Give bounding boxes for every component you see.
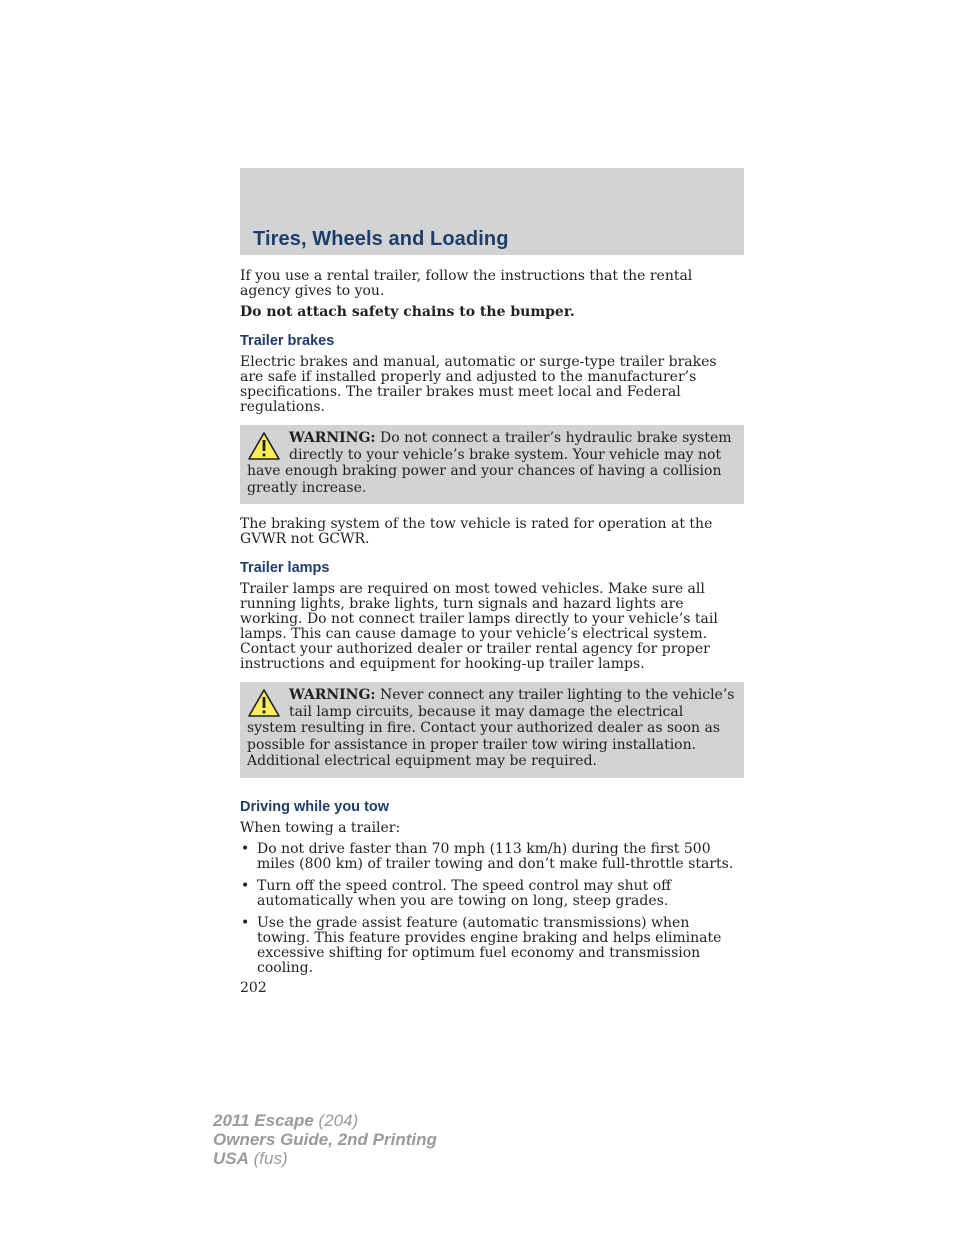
warning-triangle-icon	[247, 688, 281, 718]
list-item: • Do not drive faster than 70 mph (113 km/h) during the first 500 miles (800 km) of trailer towing and don’t make full-throttle starts.	[240, 842, 744, 872]
warning-label: WARNING:	[289, 430, 376, 446]
heading-driving-while-you-tow: Driving while you tow	[240, 798, 390, 815]
warning-text: Do not connect a trailer’s hydraulic brake system directly to your vehicle’s brake system. Your vehicle may not have enough braking power and your chances of having a collision greatly increase.	[247, 430, 732, 496]
towing-tips-list	[240, 842, 744, 976]
braking-rating-paragraph: The braking system of the tow vehicle is rated for operation at the GVWR not GCWR.	[240, 516, 713, 547]
warning-label: WARNING:	[289, 687, 376, 703]
intro-paragraph: If you use a rental trailer, follow the instructions that the rental agency gives to you.	[240, 268, 693, 299]
warning-triangle-icon	[247, 431, 281, 461]
trailer-lamps-paragraph: Trailer lamps are required on most towed vehicles. Make sure all running lights, brake lights, turn signals and hazard lights are working. Do not connect trailer lamps directly to your vehicle’s tail lamps. This can cause damage to your vehicle’s electrical system. Contact your authorized dealer or trailer rental agency for proper instructions and equipment for hooking-up trailer lamps.	[240, 581, 718, 672]
driving-intro: When towing a trailer:	[240, 819, 401, 836]
warning-text: Never connect any trailer lighting to the vehicle’s tail lamp circuits, because it may damage the electrical system resulting in fire. Contact your authorized dealer as soon as possible for assistance in proper trailer tow wiring installation. Additional electrical equipment may be required.	[247, 687, 735, 769]
section-header-band	[240, 168, 744, 255]
section-title: Tires, Wheels and Loading	[253, 228, 509, 250]
trailer-brakes-paragraph: Electric brakes and manual, automatic or surge-type trailer brakes are safe if installed properly and adjusted to the manufacturer’s specifications. The trailer brakes must meet local and Federal regulations.	[240, 354, 717, 415]
list-item: • Turn off the speed control. The speed control may shut off automatically when you are towing on long, steep grades.	[240, 879, 744, 909]
page-number: 202	[240, 979, 267, 996]
heading-trailer-brakes: Trailer brakes	[240, 333, 335, 349]
document-footer	[213, 1111, 437, 1168]
footer-line-market: USA (fus)	[213, 1149, 288, 1168]
list-item: • Use the grade assist feature (automatic transmissions) when towing. This feature provides engine braking and helps eliminate excessive shifting for optimum fuel economy and transmission cooling.	[240, 916, 744, 976]
page-content	[240, 269, 744, 996]
warning-box-lamps	[240, 682, 744, 778]
safety-chain-notice: Do not attach safety chains to the bumper.	[240, 304, 575, 320]
warning-box-brakes	[240, 425, 744, 504]
footer-line-guide: Owners Guide, 2nd Printing	[213, 1130, 437, 1149]
footer-line-model: 2011 Escape (204)	[213, 1111, 359, 1130]
heading-trailer-lamps: Trailer lamps	[240, 560, 330, 576]
